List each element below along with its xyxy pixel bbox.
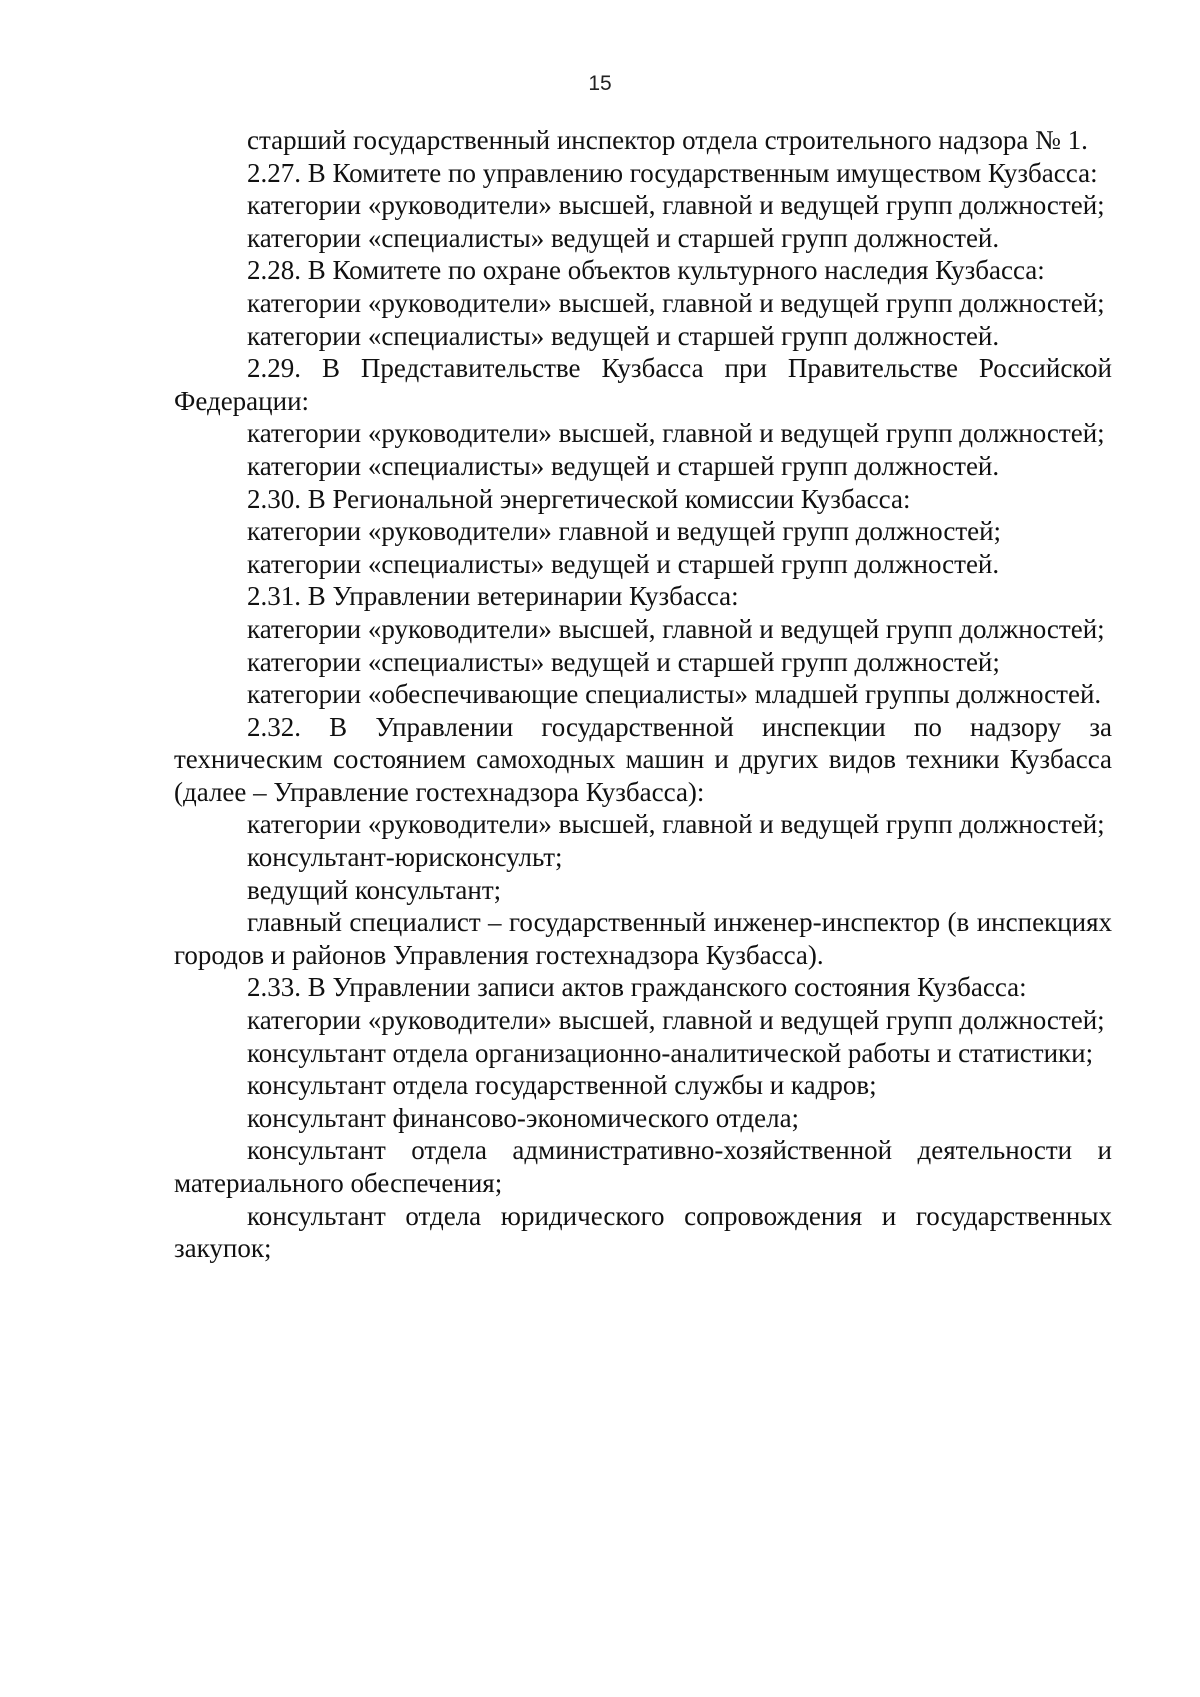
paragraph: консультант-юрисконсульт;: [247, 842, 563, 873]
page-number: 15: [588, 72, 612, 95]
section-heading: 2.32. В Управлении государственной инспекции по надзору за техническим состоянием самоходных машин и других видов техники Кузбасса (далее – Управление гостехнадзора Кузбасса):: [174, 711, 1112, 807]
paragraph: категории «руководители» высшей, главной и ведущей групп должностей;: [247, 1005, 1105, 1036]
paragraph: консультант финансово-экономического отдела;: [247, 1102, 800, 1133]
paragraph: категории «руководители» высшей, главной и ведущей групп должностей;: [247, 287, 1105, 318]
paragraph: старший государственный инспектор отдела строительного надзора № 1.: [247, 125, 1088, 155]
paragraph: консультант отдела юридического сопровождения и государственных закупок;: [174, 1200, 1112, 1264]
section-heading: 2.30. В Региональной энергетической комиссии Кузбасса:: [247, 483, 911, 514]
paragraph: категории «руководители» главной и ведущей групп должностей;: [247, 516, 1002, 547]
section-heading: 2.33. В Управлении записи актов гражданского состояния Кузбасса:: [247, 972, 1027, 1003]
paragraph: категории «обеспечивающие специалисты» младшей группы должностей.: [247, 679, 1102, 710]
section-heading: 2.27. В Комитете по управлению государственным имуществом Кузбасса:: [247, 157, 1098, 188]
paragraph: категории «руководители» высшей, главной и ведущей групп должностей;: [247, 809, 1105, 840]
paragraph: консультант отдела административно-хозяйственной деятельности и материального обеспечения;: [174, 1135, 1112, 1198]
paragraph: категории «руководители» высшей, главной и ведущей групп должностей;: [247, 190, 1105, 221]
paragraph: консультант отдела государственной службы и кадров;: [247, 1070, 877, 1101]
paragraph: категории «специалисты» ведущей и старшей групп должностей.: [247, 450, 1000, 481]
section-heading: 2.31. В Управлении ветеринарии Кузбасса:: [247, 581, 739, 612]
paragraph: главный специалист – государственный инженер-инспектор (в инспекциях городов и районов Управления гостехнадзора Кузбасса).: [174, 907, 1112, 970]
section-heading: 2.29. В Представительстве Кузбасса при Правительстве Российской Федерации:: [174, 353, 1112, 416]
paragraph: категории «специалисты» ведущей и старшей групп должностей;: [247, 646, 1000, 677]
paragraph: категории «руководители» высшей, главной и ведущей групп должностей;: [247, 613, 1105, 644]
document-body: [174, 124, 1112, 1265]
paragraph: ведущий консультант;: [247, 874, 502, 905]
paragraph: консультант отдела организационно-аналитической работы и статистики;: [247, 1037, 1094, 1068]
paragraph: категории «руководители» высшей, главной и ведущей групп должностей;: [247, 418, 1105, 449]
section-heading: 2.28. В Комитете по охране объектов культурного наследия Кузбасса:: [247, 255, 1045, 286]
paragraph: категории «специалисты» ведущей и старшей групп должностей.: [247, 222, 1000, 253]
paragraph: категории «специалисты» ведущей и старшей групп должностей.: [247, 548, 1000, 579]
paragraph: категории «специалисты» ведущей и старшей групп должностей.: [247, 320, 1000, 351]
